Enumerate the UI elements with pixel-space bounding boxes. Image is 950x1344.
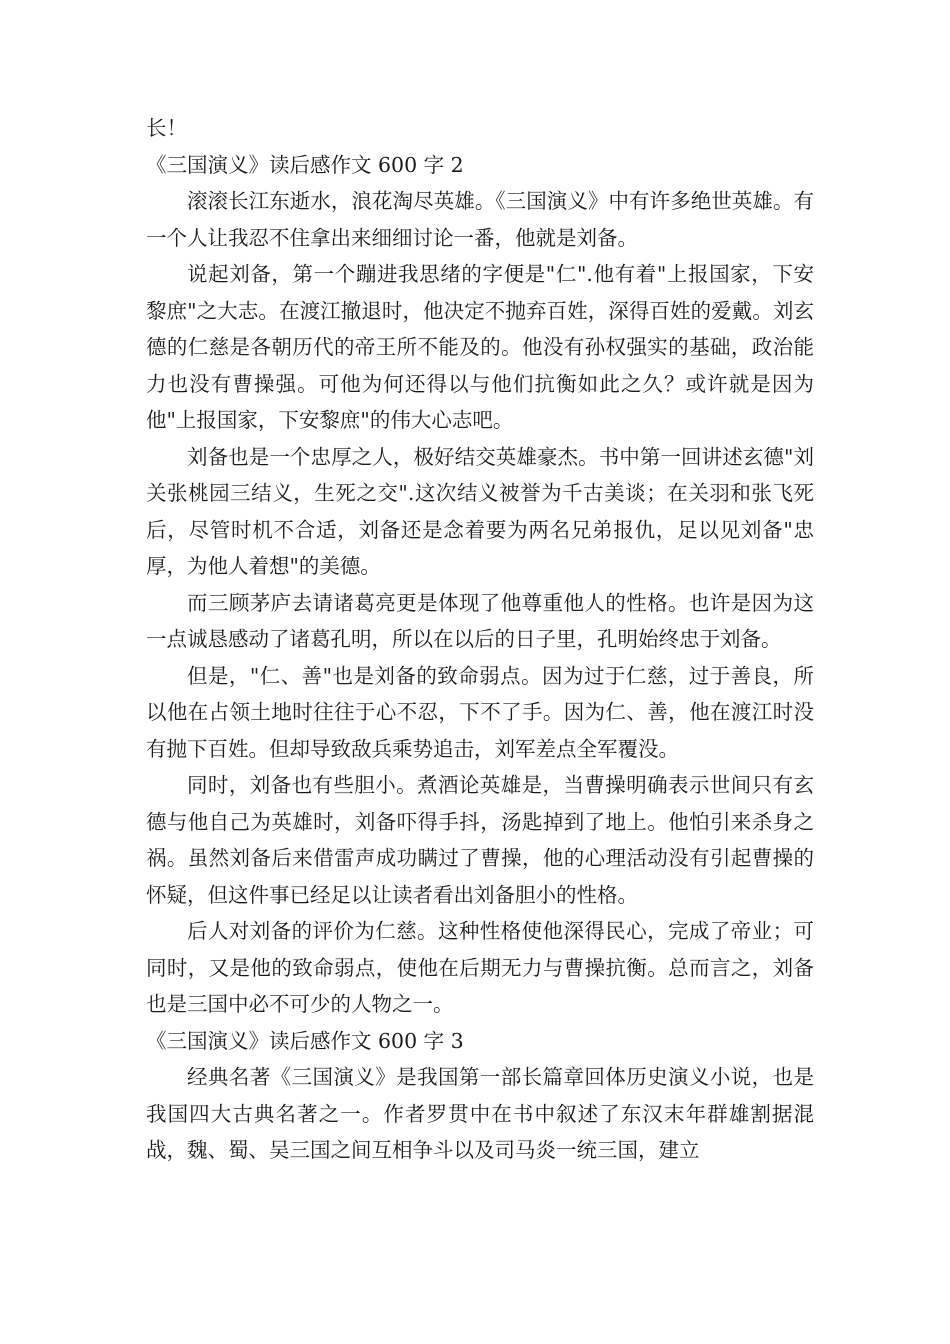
section-heading-2: 《三国演义》读后感作文 600 字 2 [146,152,464,177]
paragraph: 滚滚长江东逝水，浪花淘尽英雄。《三国演义》中有许多绝世英雄。有一个人让我忍不住拿出来细细讨论一番，他就是刘备。 [146,189,814,250]
paragraph: 后人对刘备的评价为仁慈。这种性格使他深得民心，完成了帝业；可同时，又是他的致命弱点，使他在后期无力与曹操抗衡。总而言之，刘备也是三国中必不可少的人物之一。 [146,919,814,1016]
paragraph: 但是，"仁、善"也是刘备的致命弱点。因为过于仁慈，过于善良，所以他在占领土地时往往于心不忍，下不了手。因为仁、善，他在渡江时没有抛下百姓。但却导致敌兵乘势追击，刘军差点全军覆没。 [146,663,814,761]
paragraph: 刘备也是一个忠厚之人，极好结交英雄豪杰。书中第一回讲述玄德"刘关张桃园三结义，生死之交".这次结义被誉为千古美谈；在关羽和张飞死后，尽管时机不合适，刘备还是念着要为两名兄弟报仇，足以见刘备"忠厚，为他人着想"的美德。 [146,444,814,578]
section-heading-3: 《三国演义》读后感作文 600 字 3 [146,1028,464,1053]
document-body [146,110,814,1169]
continuation-text: 长！ [146,116,187,140]
paragraph: 经典名著《三国演义》是我国第一部长篇章回体历史演义小说，也是我国四大古典名著之一。作者罗贯中在书中叙述了东汉末年群雄割据混战，魏、蜀、吴三国之间互相争斗以及司马炎一统三国，建立 [146,1065,814,1162]
paragraph: 而三顾茅庐去请诸葛亮更是体现了他尊重他人的性格。也许是因为这一点诚恳感动了诸葛孔明，所以在以后的日子里，孔明始终忠于刘备。 [146,590,814,651]
paragraph: 说起刘备，第一个蹦进我思绪的字便是"仁".他有着"上报国家，下安黎庶"之大志。在渡江撤退时，他决定不抛弃百姓，深得百姓的爱戴。刘玄德的仁慈是各朝历代的帝王所不能及的。他没有孙权强实的基础，政治能力也没有曹操强。可他为何还得以与他们抗衡如此之久？或许就是因为他"上报国家，下安黎庶"的伟大心志吧。 [146,262,814,432]
paragraph: 同时，刘备也有些胆小。煮酒论英雄是，当曹操明确表示世间只有玄德与他自己为英雄时，刘备吓得手抖，汤匙掉到了地上。他怕引来杀身之祸。虽然刘备后来借雷声成功瞒过了曹操，他的心理活动没有引起曹操的怀疑，但这件事已经足以让读者看出刘备胆小的性格。 [146,773,814,907]
